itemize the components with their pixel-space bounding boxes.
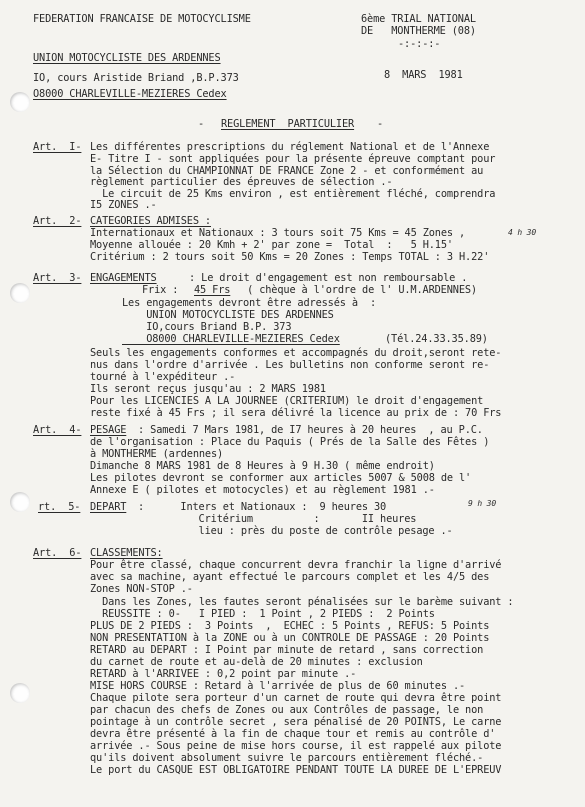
title-dash-right: -: [377, 118, 384, 130]
article-6-line: arrivée .- Sous peine de mise hors course, il est rappelé aux pilote: [90, 740, 502, 752]
punch-hole-icon: [10, 283, 30, 303]
fee-amount: 45 Frs: [194, 284, 231, 296]
article-5-heading: DEPART: [90, 501, 127, 513]
fee-label: Frix :: [142, 284, 185, 296]
article-3-line: UNION MOTOCYCLISTE DES ARDENNES: [122, 309, 334, 321]
article-3-line: O8000 CHARLEVILLE-MEZIERES Cedex: [122, 333, 340, 345]
article-3-line: Ils seront reçus jusqu'au : 2 MARS 1981: [90, 383, 326, 395]
article-4-heading: PESAGE: [90, 424, 127, 436]
scoring-line: du carnet de route et au-delà de 20 minutes : exclusion: [90, 656, 423, 668]
article-1-line: règlement particulier des épreuves de sélection .-: [90, 176, 393, 188]
article-3-line: nus dans l'ordre d'arrivée . Les bulletins non conforme seront re-: [90, 359, 490, 371]
article-2-heading: CATEGORIES ADMISES :: [90, 215, 211, 227]
article-4-line: : Samedi 7 Mars 1981, de I7 heures à 20 heures , au P.C.: [132, 424, 483, 436]
article-5-label: rt. 5-: [38, 501, 81, 513]
scoring-line: RETARD au DEPART : I Point par minute de retard , sans correction: [90, 644, 484, 656]
article-2-line: Internationaux et Nationaux : 3 tours soit 75 Kms = 45 Zones ,: [90, 227, 466, 239]
scoring-line: RETARD à l'ARRIVEE : 0,2 point par minute .-: [90, 668, 357, 680]
article-3-line: tourné à l'expéditeur .-: [90, 371, 236, 383]
scoring-line: NON PRESENTATION à la ZONE ou à un CONTROLE DE PASSAGE : 20 Points: [90, 632, 490, 644]
event-date: 8 MARS 1981: [384, 69, 463, 81]
article-6-line: Chaque pilote sera porteur d'un carnet de route qui devra être point: [90, 692, 502, 704]
article-4-line: de l'organisation : Place du Paquis ( Prés de la Salle des Fêtes ): [90, 436, 490, 448]
article-1-line: Les différentes prescriptions du réglement National et de l'Annexe: [90, 141, 490, 153]
event-title-line1: 6ème TRIAL NATIONAL: [361, 13, 476, 25]
article-3-line: Seuls les engagements conformes et accompagnés du droit,seront rete-: [90, 347, 502, 359]
article-6-line: qu'ils doivent absolument suivre le parcours entièrement fléché.-: [90, 752, 484, 764]
article-1-line: la Sélection du CHAMPIONNAT DE FRANCE Zone 2 - et conformément au: [90, 165, 484, 177]
article-1-label: Art. I-: [33, 141, 82, 153]
article-6-line: avec sa machine, ayant effectué le parcours complet et les 4/5 des: [90, 571, 490, 583]
article-3-line: Les engagements devront être adressés à :: [122, 297, 377, 309]
article-5-line: lieu : près du poste de contrôle pesage .-: [132, 525, 453, 537]
article-3-label: Art. 3-: [33, 272, 82, 284]
article-3-heading: ENGAGEMENTS: [90, 272, 157, 284]
article-2-label: Art. 2-: [33, 215, 82, 227]
event-title-line2: DE MONTHERME (08): [361, 25, 476, 37]
article-4-label: Art. 4-: [33, 424, 82, 436]
article-3-line: reste fixé à 45 Frs ; il sera délivré la licence au prix de : 70 Frs: [90, 407, 502, 419]
federation-name: FEDERATION FRANCAISE DE MOTOCYCLISME: [33, 13, 251, 25]
article-4-line: Les pilotes devront se conformer aux articles 5007 & 5008 de l': [90, 472, 472, 484]
article-6-line: Zones NON-STOP .-: [90, 583, 193, 595]
page-title: REGLEMENT PARTICULIER: [221, 118, 355, 130]
article-4-line: Dimanche 8 MARS 1981 de 8 Heures à 9 H.30 ( même endroit): [90, 460, 435, 472]
article-6-line: pointage à un contrôle secret , sera pénalisé de 20 POINTS, Le carne: [90, 716, 502, 728]
club-address: IO, cours Aristide Briand ,B.P.373: [33, 72, 239, 84]
handwritten-note: 4 h 30: [508, 228, 536, 237]
club-city: O8000 CHARLEVILLE-MEZIERES Cedex: [33, 88, 227, 100]
punch-hole-icon: [10, 492, 30, 512]
punch-hole-icon: [10, 683, 30, 703]
article-5-line: Critérium : II heures: [132, 513, 417, 525]
title-dash-left: -: [198, 118, 205, 130]
scoring-line: MISE HORS COURSE : Retard à l'arrivée de plus de 60 minutes .-: [90, 680, 466, 692]
article-4-line: Annexe E ( pilotes et motocycles) et au règlement 1981 .-: [90, 484, 435, 496]
article-3-line: IO,cours Briand B.P. 373: [122, 321, 292, 333]
article-4-line: à MONTHERME (ardennes): [90, 448, 224, 460]
article-1-line: E- Titre I - sont appliquées pour la présente épreuve comptant pour: [90, 153, 496, 165]
article-2-line: Moyenne allouée : 20 Kmh + 2' par zone = Total : 5 H.15': [90, 239, 453, 251]
article-6-line: Le port du CASQUE EST OBLIGATOIRE PENDANT TOUTE LA DUREE DE L'EPREUV: [90, 764, 502, 776]
fee-payee: ( chèque à l'ordre de l' U.M.ARDENNES): [235, 284, 477, 296]
scoring-line: REUSSITE : 0- I PIED : 1 Point , 2 PIEDS : 2 Points: [90, 608, 435, 620]
article-3-intro: : Le droit d'engagement est non remboursable .: [183, 272, 468, 284]
article-6-line: par chacun des chefs de Zones ou aux Contrôles de passage, le non: [90, 704, 484, 716]
article-6-label: Art. 6-: [33, 547, 82, 559]
handwritten-note: 9 h 30: [468, 499, 496, 508]
article-6-line: devra être présenté à la fin de chaque tour et remis au contrôle d': [90, 728, 496, 740]
club-name: UNION MOTOCYCLISTE DES ARDENNES: [33, 52, 221, 64]
article-5-line: : Inters et Nationaux : 9 heures 30: [132, 501, 387, 513]
phone-number: (Tél.24.33.35.89): [385, 333, 488, 345]
punch-hole-icon: [10, 92, 30, 112]
article-6-line: Dans les Zones, les fautes seront pénalisées sur le barème suivant :: [90, 596, 514, 608]
article-2-line: Critérium : 2 tours soit 50 Kms = 20 Zones : Temps TOTAL : 3 H.22': [90, 251, 490, 263]
decorative-divider: -:-:-:-: [398, 38, 441, 50]
article-3-line: Pour les LICENCIES A LA JOURNEE (CRITERIUM) le droit d'engagement: [90, 395, 484, 407]
article-1-line: I5 ZONES .-: [90, 199, 157, 211]
article-6-heading: CLASSEMENTS:: [90, 547, 163, 559]
article-6-line: Pour être classé, chaque concurrent devra franchir la ligne d'arrivé: [90, 559, 502, 571]
article-1-line: Le circuit de 25 Kms environ , est entièrement fléché, comprendra: [90, 188, 496, 200]
scoring-line: PLUS DE 2 PIEDS : 3 Points , ECHEC : 5 Points , REFUS: 5 Points: [90, 620, 490, 632]
